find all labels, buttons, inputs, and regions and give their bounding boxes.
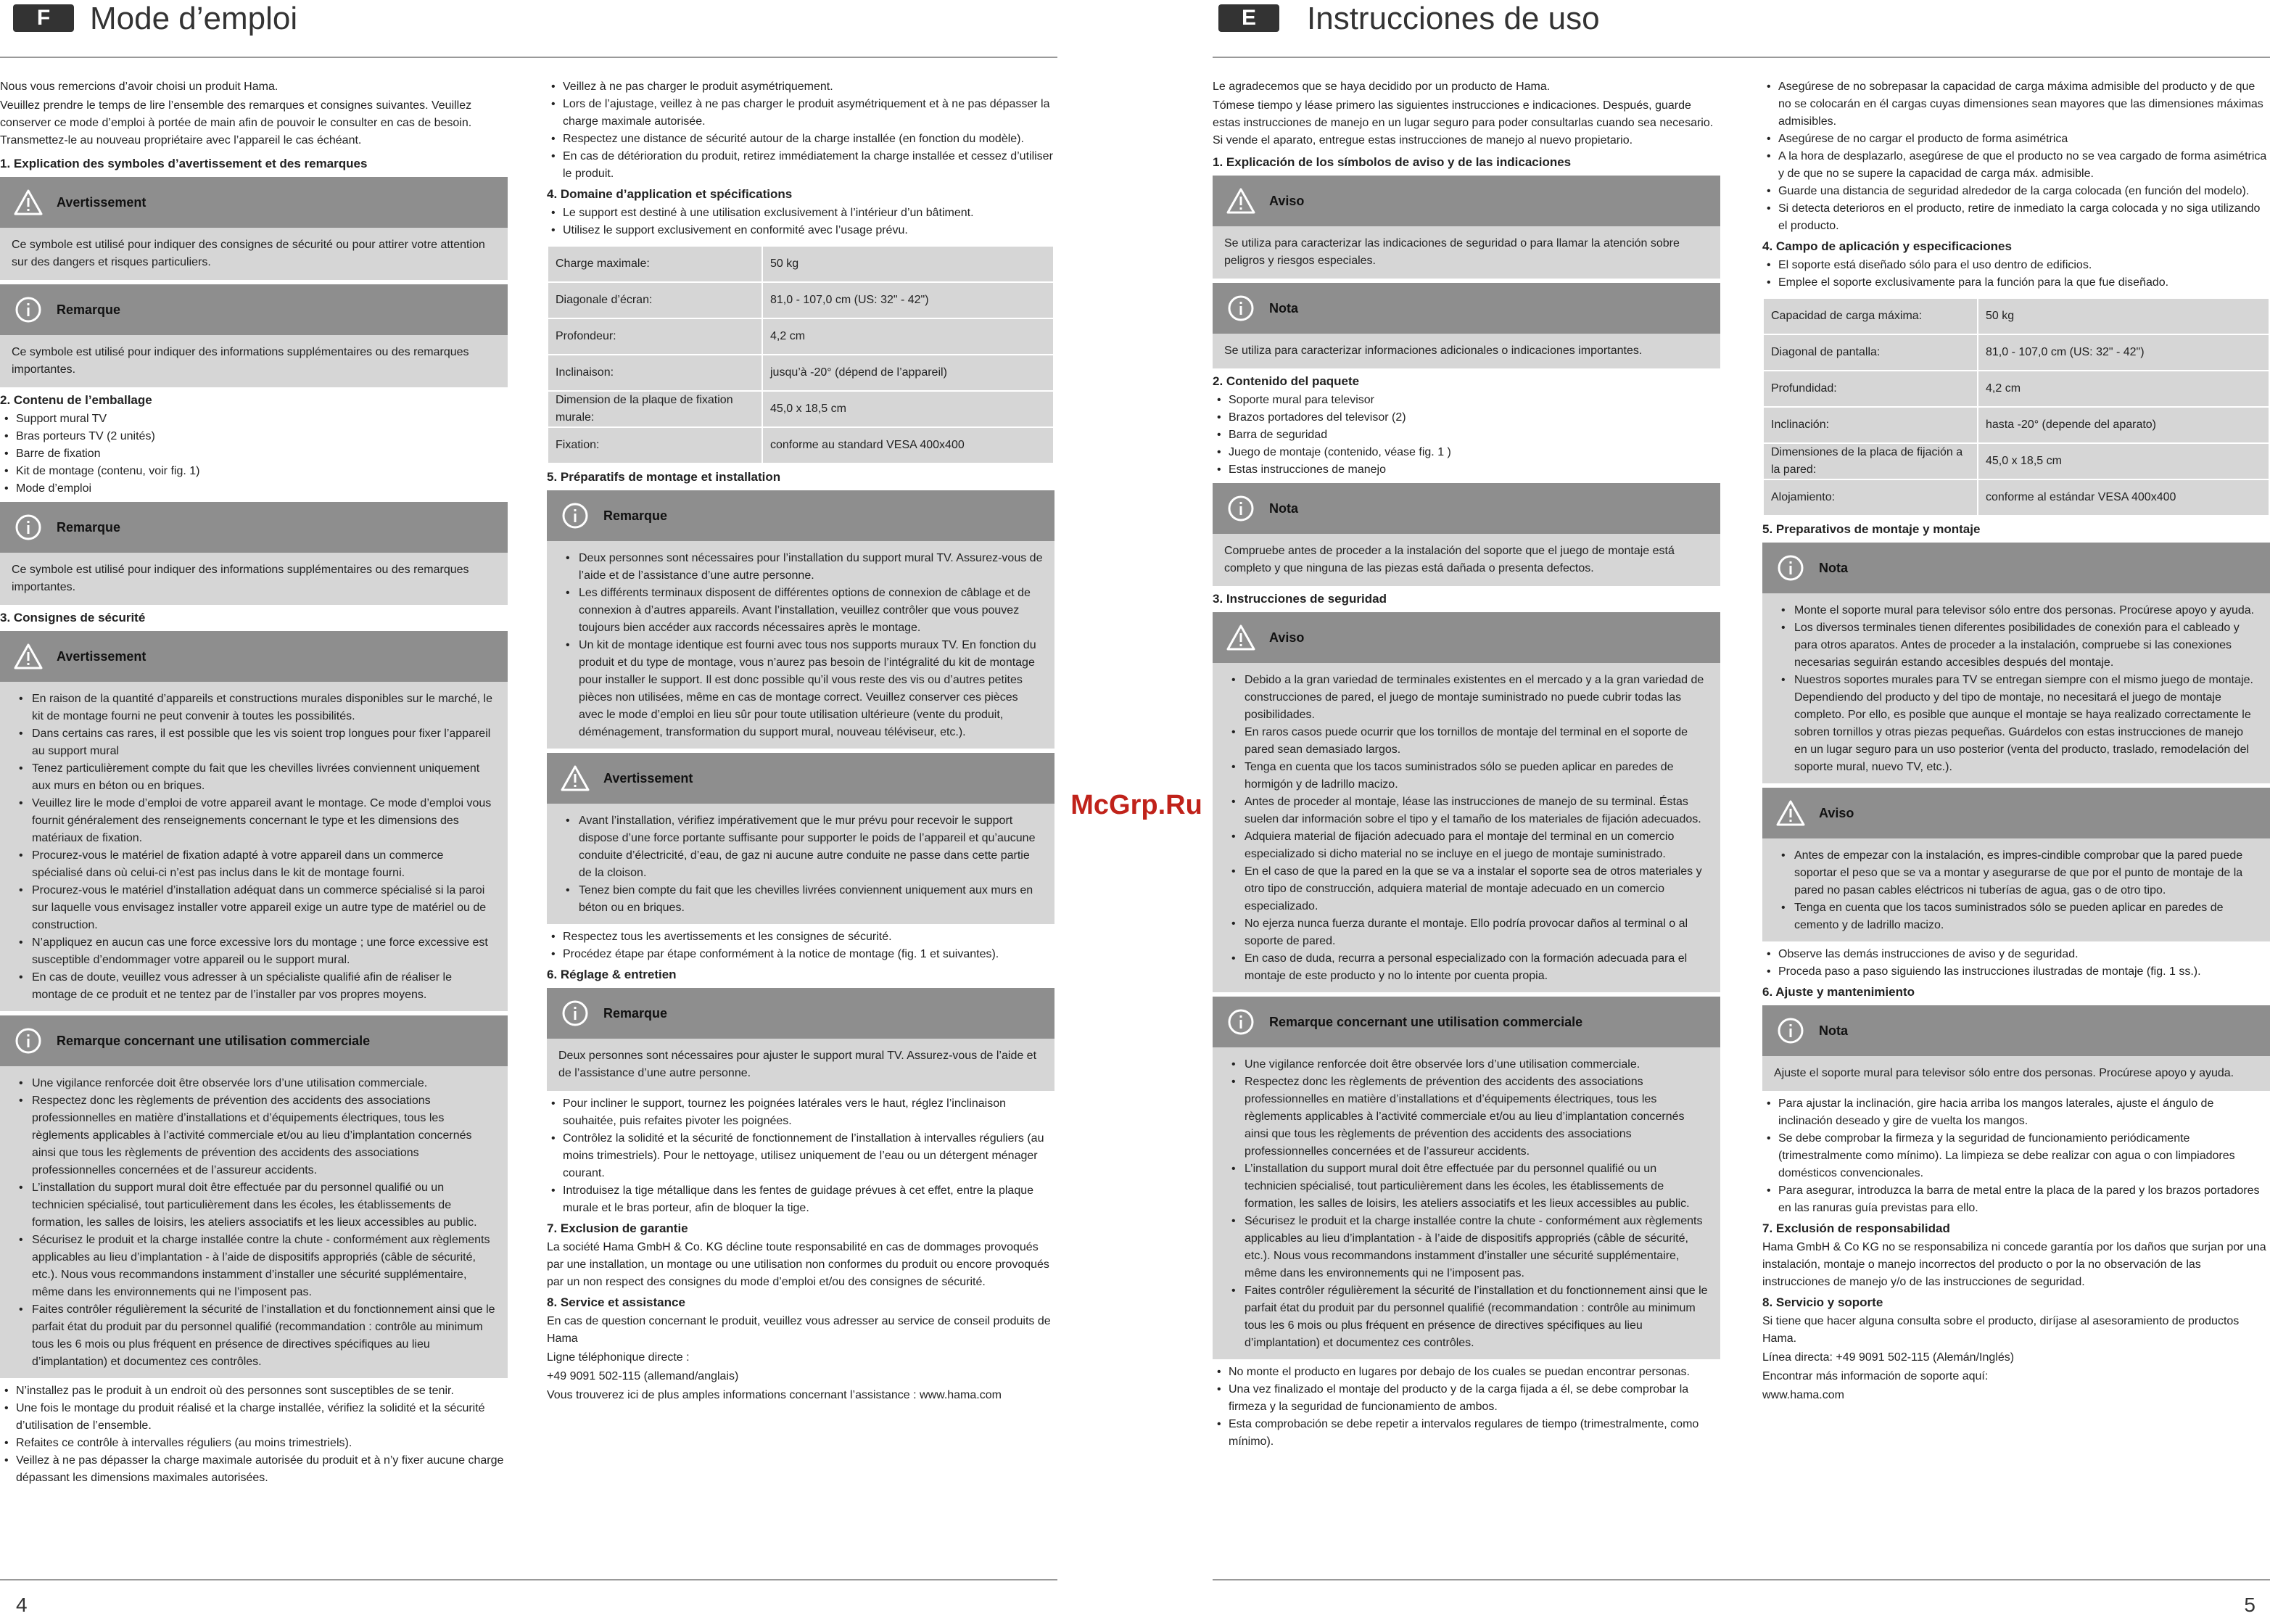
box-list bbox=[1774, 847, 2258, 934]
list-item: • Un kit de montage identique est fourni avec tous nos supports muraux TV. En fonction du produit et du type de montage, vous n’aurez pas besoin de l’intégralité du kit de montage pour installer le support. Il est donc possible qu’il vous reste des vis ou d’autres petites pièces non utilisées, même en cas de montage correct. Veuillez conserver ces pièces avec le mode d’emploi en lieu sûr pour toute utilisation ultérieure (vente du produit, déménagement, transformation du support mural, nouveau téléviseur, etc.). bbox=[558, 637, 1043, 741]
box-header bbox=[547, 753, 1054, 804]
list-item: • Tenez particulièrement compte du fait que les chevilles livrées conviennent uniquement aux murs en béton ou en briques. bbox=[12, 760, 496, 795]
service-phone: Línea directa: +49 9091 502-115 (Alemán/Inglés) bbox=[1762, 1351, 2015, 1364]
box-list bbox=[12, 691, 496, 1004]
list-item: • Antes de proceder al montaje, léase las instrucciones de manejo de su terminal. Éstas suelen dar información sobre el tipo y el tamaño de los materiales de fijación adecuados. bbox=[1224, 794, 1709, 828]
box-header bbox=[1762, 1005, 2270, 1056]
section-heading: 3. Instrucciones de seguridad bbox=[1213, 592, 1387, 606]
list-item: • En cas de détérioration du produit, retirez immédiatement la charge installée et cessez d’utiliser le produit. bbox=[547, 148, 1054, 183]
list-item: • Barre de fixation bbox=[0, 445, 508, 463]
list-item: • Avant l’installation, vérifiez impérativement que le mur prévu pour recevoir le support dispose d’une force portante suffisante pour supporter le poids de l’appareil et qu’aucune conduite d’électricité, d’eau, de gaz ni aucune autre conduite ne passe dans cette partie de la cloison. bbox=[558, 812, 1043, 882]
maintenance-list bbox=[1762, 1095, 2270, 1217]
section-heading: 6. Réglage & entretien bbox=[547, 968, 677, 981]
footer-rule bbox=[1213, 1579, 2270, 1580]
list-item: • Respectez une distance de sécurité autour de la charge installée (en fonction du modèle). bbox=[547, 131, 1054, 148]
column-right bbox=[1762, 78, 2270, 1406]
box-list bbox=[12, 1075, 496, 1371]
list-item: • Sécurisez le produit et la charge installée contre la chute - conformément aux règlements applicables au lieu d’implantation - à l’aide de dispositifs appropriés (câble de sécurité, etc.). Nous vous recommandons instamment d’installer une sécurité supplémentaire, même dans les environnements qui ne l’imposent pas. bbox=[1224, 1213, 1709, 1282]
list-item: • Une fois le montage du produit réalisé et la charge installée, vérifiez la solidité et la sécurité d’utilisation de l’ensemble. bbox=[0, 1400, 508, 1435]
box-title: Avertissement bbox=[57, 195, 146, 210]
box-header bbox=[547, 988, 1054, 1039]
box-text: Se utiliza para caracterizar informaciones adicionales o indicaciones importantes. bbox=[1224, 345, 1643, 357]
list-item: • Antes de empezar con la instalación, es impres-cindible comprobar que la pared puede soportar el peso que se va a montar y asegurarse de que por el punto de montaje de la pared no pasan cables eléctricos ni tuberías de agua, gas o de otro tipo. bbox=[1774, 847, 2258, 899]
page-title: Mode d’emploi bbox=[90, 1, 298, 36]
box-body bbox=[547, 541, 1054, 749]
info-circle-icon bbox=[13, 1026, 44, 1056]
footer-rule bbox=[0, 1579, 1057, 1580]
list-item: • Une vigilance renforcée doit être observée lors d’une utilisation commerciale. bbox=[12, 1075, 496, 1092]
list-item: • Tenez bien compte du fait que les chevilles livrées conviennent uniquement aux murs en béton ou en briques. bbox=[558, 882, 1043, 917]
section-heading: 5. Preparativos de montaje y montaje bbox=[1762, 522, 1981, 536]
box-header bbox=[1213, 283, 1720, 334]
intro-line: Le agradecemos que se haya decidido por un producto de Hama. bbox=[1213, 81, 1551, 93]
spec-row bbox=[1763, 443, 2269, 479]
section-heading: 6. Ajuste y mantenimiento bbox=[1762, 985, 1915, 999]
list-item: • Se debe comprobar la firmeza y la seguridad de funcionamiento periódicamente (trimestralmente como mínimo). La limpieza se debe realizar con agua o con limpiadores domésticos convencionales. bbox=[1762, 1130, 2270, 1182]
list-item: • Una vez finalizado el montaje del producto y de la carga fijada a él, se debe comprobar la firmeza y la seguridad de funcionamiento de ambos. bbox=[1213, 1381, 1720, 1416]
intro-text: Tómese tiempo y léase primero las siguientes instrucciones e indicaciones. Después, guarde estas instrucciones de manejo en un lugar seguro para poder consultarlas cuando sea necesario. Si vende el aparato, entregue estas instrucciones de manejo al nuevo propietario. bbox=[1213, 99, 1714, 147]
box-header bbox=[0, 502, 508, 553]
box-body bbox=[0, 228, 508, 280]
info-circle-icon bbox=[13, 294, 44, 325]
service-text: Ligne téléphonique directe : bbox=[547, 1351, 690, 1364]
page-header bbox=[0, 0, 1057, 58]
spec-label: Profondeur: bbox=[548, 318, 762, 355]
list-item: • Introduisez la tige métallique dans les fentes de guidage prévues à cet effet, entre la plaque murale et le bras porteur, afin de bloquer la tige. bbox=[547, 1182, 1054, 1217]
box-body bbox=[1213, 334, 1720, 368]
box-title: Remarque bbox=[603, 1006, 668, 1021]
list-item: • Estas instrucciones de manejo bbox=[1213, 461, 1720, 479]
page-header bbox=[1213, 0, 2270, 58]
warranty-text: Hama GmbH & Co KG no se responsabiliza ni concede garantía por los daños que surjan por una instalación, montaje o manejo incorrectos del producto o por la no observación de las instrucciones de manejo y/o de las instrucciones de seguridad. bbox=[1762, 1241, 2266, 1288]
box-title: Aviso bbox=[1269, 630, 1305, 645]
warranty-text: La société Hama GmbH & Co. KG décline toute responsabilité en cas de dommages provoqués par une installation, un montage ou une utilisation non conformes du produit ou encore provoqués par un non respect des consignes du mode d’emploi et/ou des consignes de sécurité. bbox=[547, 1241, 1049, 1288]
spec-label: Capacidad de carga máxima: bbox=[1763, 298, 1978, 334]
spec-value: 45,0 x 18,5 cm bbox=[1978, 443, 2269, 479]
list-item: • Kit de montage (contenu, voir fig. 1) bbox=[0, 463, 508, 480]
service-web: www.hama.com bbox=[1762, 1389, 1844, 1401]
list-item: • Esta comprobación se debe repetir a intervalos regulares de tiempo (trimestralmente, como mínimo). bbox=[1213, 1416, 1720, 1451]
box-body bbox=[547, 804, 1054, 924]
list-item: • Respectez donc les règlements de prévention des accidents des associations professionnelles en matière d’installations et d’équipements électriques, tous les règlements applicables à l’activité commerciale et/ou au lieu d’implantation concernés ainsi que tous les règlements de prévention des accidents des associations professionnelles concernées et de l’assureur accidents. bbox=[12, 1092, 496, 1179]
list-item: • Support mural TV bbox=[0, 411, 508, 428]
box-body bbox=[0, 682, 508, 1011]
box-body bbox=[1213, 534, 1720, 586]
spec-row bbox=[548, 318, 1054, 355]
safety-list bbox=[547, 78, 1054, 183]
list-item: • Observe las demás instrucciones de aviso y de seguridad. bbox=[1762, 946, 2270, 963]
box-text: Compruebe antes de proceder a la instalación del soporte que el juego de montaje está completo y que ninguna de las piezas está dañada o presenta defectos. bbox=[1224, 545, 1675, 574]
spec-label: Dimension de la plaque de fixation murale: bbox=[548, 391, 762, 427]
spec-value: conforme au standard VESA 400x400 bbox=[762, 427, 1054, 463]
box-title: Nota bbox=[1819, 1023, 1848, 1038]
spec-row bbox=[548, 246, 1054, 282]
list-item: • Les différents terminaux disposent de différentes options de connexion de câblage et de connexion à d’autres appareils. Avant l’installation, veuillez contrôler que vous pouvez toujours bien accéder aux raccords nécessaires après le montage. bbox=[558, 585, 1043, 637]
service-text: En cas de question concernant le produit, veuillez vous adresser au service de conseil produits de Hama bbox=[547, 1315, 1051, 1345]
box-title: Avertissement bbox=[603, 771, 693, 786]
list-item: • Dans certains cas rares, il est possible que les vis soient trop longues pour fixer l’appareil au support mural bbox=[12, 725, 496, 760]
list-item: • El soporte está diseñado sólo para el uso dentro de edificios. bbox=[1762, 257, 2270, 274]
list-item: • Soporte mural para televisor bbox=[1213, 392, 1720, 409]
section-heading: 2. Contenu de l’emballage bbox=[0, 393, 152, 407]
box-text: Ce symbole est utilisé pour indiquer des informations supplémentaires ou des remarques importantes. bbox=[12, 346, 469, 376]
box-text: Se utiliza para caracterizar las indicaciones de seguridad o para llamar la atención sobre peligros y riesgos especiales. bbox=[1224, 237, 1680, 267]
info-circle-icon bbox=[560, 500, 590, 531]
box-body bbox=[1213, 663, 1720, 992]
box-title: Avertissement bbox=[57, 649, 146, 664]
box-body bbox=[0, 335, 508, 387]
warning-box bbox=[1762, 788, 2270, 941]
box-text: Ce symbole est utilisé pour indiquer des consignes de sécurité ou pour attirer votre attention sur des dangers et risques particuliers. bbox=[12, 239, 485, 268]
list-item: • Tenga en cuenta que los tacos suministrados sólo se pueden aplicar en paredes de hormigón y de ladrillo macizo. bbox=[1224, 759, 1709, 794]
note-box bbox=[1762, 1005, 2270, 1091]
language-badge: E bbox=[1218, 4, 1279, 32]
box-body bbox=[1762, 838, 2270, 941]
spec-row bbox=[1763, 479, 2269, 516]
list-item: • Barra de seguridad bbox=[1213, 426, 1720, 444]
list-item: • L’installation du support mural doit être effectuée par du personnel qualifié ou un technicien spécialisé, tout particulièrement dans les écoles, les établissements de formation, les salles de loisirs, les ateliers associatifs et les lieux accessibles au public. bbox=[1224, 1161, 1709, 1213]
warning-box bbox=[1213, 612, 1720, 992]
box-header bbox=[0, 177, 508, 228]
note-box bbox=[547, 490, 1054, 749]
warning-triangle-icon bbox=[1226, 622, 1256, 653]
spec-row bbox=[1763, 407, 2269, 443]
mounting-list bbox=[547, 928, 1054, 963]
spec-label: Fixation: bbox=[548, 427, 762, 463]
page-number: 4 bbox=[16, 1594, 28, 1616]
list-item: • Respectez donc les règlements de prévention des accidents des associations professionnelles en matière d’installations et d’équipements électriques, tous les règlements applicables à l’activité commerciale et/ou au lieu d’implantation concernés ainsi que tous les règlements de prévention des accidents des associations professionnelles concernées et de l’assureur accidents. bbox=[1224, 1073, 1709, 1161]
page-number: 5 bbox=[2244, 1594, 2255, 1616]
column-left bbox=[1213, 78, 1720, 1451]
page-title: Instrucciones de uso bbox=[1307, 1, 1600, 36]
list-item: • En raison de la quantité d’appareils et constructions murales disponibles sur le marché, le kit de montage fourni ne peut convenir à toutes les possibilités. bbox=[12, 691, 496, 725]
list-item: • Lors de l’ajustage, veillez à ne pas charger le produit asymétriquement et à ne pas dépasser la charge maximale autorisée. bbox=[547, 96, 1054, 131]
box-list bbox=[558, 812, 1043, 917]
info-circle-icon bbox=[1775, 553, 1806, 583]
intro-line: Nous vous remercions d’avoir choisi un produit Hama. bbox=[0, 81, 278, 93]
box-body bbox=[1213, 1047, 1720, 1359]
list-item: • Faites contrôler régulièrement la sécurité de l’installation et du fonctionnement ainsi que le parfait état du produit par du personnel qualifié (recommandation : contrôle au minimum tous les 6 mois ou plus fréquent en présence de directives spécifiques au lieu d’implantation) et documentez ces contrôles. bbox=[1224, 1282, 1709, 1352]
spec-row bbox=[548, 282, 1054, 318]
box-title: Nota bbox=[1269, 301, 1298, 316]
warning-triangle-icon bbox=[1775, 798, 1806, 828]
list-item: • Guarde una distancia de seguridad alrededor de la carga colocada (en función del modelo). bbox=[1762, 183, 2270, 200]
package-list bbox=[0, 411, 508, 498]
spec-label: Dimensiones de la placa de fijación a la pared: bbox=[1763, 443, 1978, 479]
box-body bbox=[0, 553, 508, 605]
spec-value: 4,2 cm bbox=[1978, 371, 2269, 407]
safety-list bbox=[0, 1382, 508, 1487]
list-item: • Veillez à ne pas charger le produit asymétriquement. bbox=[547, 78, 1054, 96]
note-box bbox=[0, 284, 508, 387]
section-heading: 3. Consignes de sécurité bbox=[0, 611, 146, 625]
usage-list bbox=[1762, 257, 2270, 292]
warning-triangle-icon bbox=[13, 187, 44, 218]
section-heading: 8. Servicio y soporte bbox=[1762, 1295, 1883, 1309]
spec-row bbox=[1763, 334, 2269, 371]
info-circle-icon bbox=[1226, 1007, 1256, 1037]
info-circle-icon bbox=[1226, 493, 1256, 524]
box-header bbox=[0, 631, 508, 682]
service-phone: +49 9091 502-115 (allemand/anglais) bbox=[547, 1370, 739, 1382]
spec-row bbox=[1763, 298, 2269, 334]
list-item: • L’installation du support mural doit être effectuée par du personnel qualifié ou un technicien spécialisé, tout particulièrement dans les écoles, les établissements de formation, les salles de loisirs, les ateliers associatifs et les lieux accessibles au public. bbox=[12, 1179, 496, 1232]
spec-label: Inclinaison: bbox=[548, 355, 762, 391]
box-body bbox=[547, 1039, 1054, 1091]
note-box bbox=[1213, 483, 1720, 586]
box-title: Nota bbox=[1819, 561, 1848, 575]
intro-text: Veuillez prendre le temps de lire l’ensemble des remarques et consignes suivantes. Veuillez conserver ce mode d’emploi à portée de main afin de pouvoir le consulter en cas de besoin. Transmettez-le au nouveau propriétaire avec l’appareil le cas échéant. bbox=[0, 99, 472, 147]
spec-value: 81,0 - 107,0 cm (US: 32" - 42") bbox=[1978, 334, 2269, 371]
box-title: Remarque bbox=[57, 302, 121, 317]
service-web: Vous trouverez ici de plus amples informations concernant l’assistance : www.hama.com bbox=[547, 1389, 1002, 1401]
section-heading: 4. Campo de aplicación y especificaciones bbox=[1762, 239, 2012, 253]
list-item: • Mode d’emploi bbox=[0, 480, 508, 498]
box-header bbox=[1213, 176, 1720, 226]
box-body bbox=[1762, 593, 2270, 783]
section-heading: 2. Contenido del paquete bbox=[1213, 374, 1360, 388]
page-french bbox=[0, 0, 1057, 1624]
list-item: • En raros casos puede ocurrir que los tornillos de montaje del terminal en el soporte de pared sean demasiado largos. bbox=[1224, 724, 1709, 759]
page-spanish bbox=[1213, 0, 2270, 1624]
section-heading: 7. Exclusión de responsabilidad bbox=[1762, 1221, 1950, 1235]
spec-row bbox=[548, 355, 1054, 391]
warning-box bbox=[0, 177, 508, 280]
box-header bbox=[1213, 997, 1720, 1047]
info-circle-icon bbox=[13, 512, 44, 543]
safety-list bbox=[1762, 78, 2270, 235]
section-heading: 1. Explication des symboles d’avertissement et des remarques bbox=[0, 157, 368, 170]
package-list bbox=[1213, 392, 1720, 479]
list-item: • Une vigilance renforcée doit être observée lors d’une utilisation commerciale. bbox=[1224, 1056, 1709, 1073]
section-heading: 4. Domaine d’application et spécifications bbox=[547, 187, 793, 201]
list-item: • Juego de montaje (contenido, véase fig. 1 ) bbox=[1213, 444, 1720, 461]
box-body bbox=[1213, 226, 1720, 279]
box-title: Aviso bbox=[1269, 194, 1305, 208]
box-text: Ce symbole est utilisé pour indiquer des informations supplémentaires ou des remarques importantes. bbox=[12, 564, 469, 593]
box-title: Remarque bbox=[603, 508, 668, 523]
box-title: Remarque bbox=[57, 520, 121, 535]
note-box bbox=[547, 988, 1054, 1091]
spec-row bbox=[1763, 371, 2269, 407]
box-list bbox=[1224, 672, 1709, 985]
spec-label: Diagonal de pantalla: bbox=[1763, 334, 1978, 371]
service-text: Encontrar más información de soporte aquí: bbox=[1762, 1370, 1989, 1382]
spec-label: Diagonale d’écran: bbox=[548, 282, 762, 318]
list-item: • Brazos portadores del televisor (2) bbox=[1213, 409, 1720, 426]
list-item: • No ejerza nunca fuerza durante el montaje. Ello podría provocar daños al terminal o al soporte de pared. bbox=[1224, 915, 1709, 950]
list-item: • Faites contrôler régulièrement la sécurité de l’installation et du fonctionnement ainsi que le parfait état du produit par du personnel qualifié (recommandation : contrôle au minimum tous les 6 mois ou plus fréquent en présence de directives spécifiques au lieu d’implantation) et documentez ces contrôles. bbox=[12, 1301, 496, 1371]
list-item: • Veillez à ne pas dépasser la charge maximale autorisée du produit et à n’y fixer aucune charge dépassant les dimensions maximales autorisées. bbox=[0, 1452, 508, 1487]
spec-label: Profundidad: bbox=[1763, 371, 1978, 407]
list-item: • En caso de duda, recurra a personal especializado con la formación adecuada para el montaje de este producto y no lo intente por cuenta propia. bbox=[1224, 950, 1709, 985]
spec-value: 81,0 - 107,0 cm (US: 32" - 42") bbox=[762, 282, 1054, 318]
list-item: • Contrôlez la solidité et la sécurité de fonctionnement de l’installation à intervalles réguliers (au moins trimestriels). Pour le nettoyage, utilisez uniquement de l’eau ou un détergent ménager courant. bbox=[547, 1130, 1054, 1182]
list-item: • N’appliquez en aucun cas une force excessive lors du montage ; une force excessive est susceptible d’endommager votre appareil ou le support mural. bbox=[12, 934, 496, 969]
box-header bbox=[547, 490, 1054, 541]
info-circle-icon bbox=[1226, 293, 1256, 323]
box-header bbox=[0, 284, 508, 335]
section-heading: 5. Préparatifs de montage et installation bbox=[547, 470, 781, 484]
list-item: • Deux personnes sont nécessaires pour l’installation du support mural TV. Assurez-vous de l’aide et de l’assistance d’une autre personne. bbox=[558, 550, 1043, 585]
column-left bbox=[0, 78, 508, 1487]
list-item: • A la hora de desplazarlo, asegúrese de que el producto no se vea cargado de forma asimétrica y de que no se supere la capacidad de carga máx. admisible. bbox=[1762, 148, 2270, 183]
spec-row bbox=[548, 391, 1054, 427]
box-title: Nota bbox=[1269, 501, 1298, 516]
spec-value: jusqu’à -20° (dépend de l’appareil) bbox=[762, 355, 1054, 391]
spec-row bbox=[548, 427, 1054, 463]
spec-label: Inclinación: bbox=[1763, 407, 1978, 443]
list-item: • Procédez étape par étape conformément à la notice de montage (fig. 1 et suivantes). bbox=[547, 946, 1054, 963]
service-text: Si tiene que hacer alguna consulta sobre el producto, diríjase al asesoramiento de productos Hama. bbox=[1762, 1315, 2240, 1345]
spec-value: conforme al estándar VESA 400x400 bbox=[1978, 479, 2269, 516]
list-item: • Para ajustar la inclinación, gire hacia arriba los mangos laterales, ajuste el ángulo de inclinación deseado y gire de vuelta los mangos. bbox=[1762, 1095, 2270, 1130]
list-item: • N’installez pas le produit à un endroit où des personnes sont susceptibles de se tenir. bbox=[0, 1382, 508, 1400]
warning-box bbox=[1213, 176, 1720, 279]
list-item: • No monte el producto en lugares por debajo de los cuales se puedan encontrar personas. bbox=[1213, 1364, 1720, 1381]
warning-triangle-icon bbox=[1226, 186, 1256, 216]
list-item: • Emplee el soporte exclusivamente para la función para la que fue diseñado. bbox=[1762, 274, 2270, 292]
box-list bbox=[1224, 1056, 1709, 1352]
warning-triangle-icon bbox=[560, 763, 590, 794]
box-title: Aviso bbox=[1819, 806, 1854, 820]
spec-table bbox=[547, 245, 1054, 464]
info-circle-icon bbox=[560, 998, 590, 1029]
mounting-list bbox=[1762, 946, 2270, 981]
box-header bbox=[1762, 543, 2270, 593]
column-right bbox=[547, 78, 1054, 1406]
box-text: Ajuste el soporte mural para televisor sólo entre dos personas. Procúrese apoyo y ayuda. bbox=[1774, 1067, 2234, 1079]
list-item: • Refaites ce contrôle à intervalles réguliers (au moins trimestriels). bbox=[0, 1435, 508, 1452]
note-box bbox=[0, 502, 508, 605]
list-item: • Asegúrese de no sobrepasar la capacidad de carga máxima admisible del producto y de que no se colocarán en él cargas cuyas dimensiones sean mayores que las dimensiones máximas admisibles. bbox=[1762, 78, 2270, 131]
spec-value: hasta -20° (depende del aparato) bbox=[1978, 407, 2269, 443]
box-header bbox=[1213, 612, 1720, 663]
list-item: • Tenga en cuenta que los tacos suministrados sólo se pueden aplicar en paredes de cemento y de ladrillo macizo. bbox=[1774, 899, 2258, 934]
spec-table bbox=[1762, 297, 2270, 516]
list-item: • Pour incliner le support, tournez les poignées latérales vers le haut, réglez l’inclinaison souhaitée, puis refaites pivoter les poignées. bbox=[547, 1095, 1054, 1130]
box-body bbox=[0, 1066, 508, 1378]
list-item: • Asegúrese de no cargar el producto de forma asimétrica bbox=[1762, 131, 2270, 148]
watermark: McGrp.Ru bbox=[1070, 790, 1202, 820]
list-item: • Procurez-vous le matériel de fixation adapté à votre appareil dans un commerce spécialisé dans où celui-ci n’est pas inclus dans le kit de montage fourni. bbox=[12, 847, 496, 882]
section-heading: 1. Explicación de los símbolos de aviso y de las indicaciones bbox=[1213, 155, 1572, 169]
note-box bbox=[1762, 543, 2270, 783]
box-list bbox=[558, 550, 1043, 741]
warning-box bbox=[547, 753, 1054, 924]
list-item: • Utilisez le support exclusivement en conformité avec l’usage prévu. bbox=[547, 222, 1054, 239]
list-item: • Veuillez lire le mode d’emploi de votre appareil avant le montage. Ce mode d’emploi vous fournit généralement des renseignements concernant le type et les dimensions des matériaux de fixation. bbox=[12, 795, 496, 847]
box-header bbox=[1213, 483, 1720, 534]
box-text: Deux personnes sont nécessaires pour ajuster le support mural TV. Assurez-vous de l’aide et de l’assistance d’une autre personne. bbox=[558, 1050, 1037, 1079]
spec-value: 50 kg bbox=[762, 246, 1054, 282]
commercial-note-box bbox=[0, 1015, 508, 1378]
list-item: • En cas de doute, veuillez vous adresser à un spécialiste qualifié afin de réaliser le montage de ce produit et ne tentez par de l’installer par vos propres moyens. bbox=[12, 969, 496, 1004]
list-item: • Bras porteurs TV (2 unités) bbox=[0, 428, 508, 445]
list-item: • Procurez-vous le matériel d’installation adéquat dans un commerce spécialisé si la paroi sur laquelle vous envisagez installer votre appareil exige un autre type de matériel ou de construction. bbox=[12, 882, 496, 934]
section-heading: 8. Service et assistance bbox=[547, 1295, 685, 1309]
spec-label: Alojamiento: bbox=[1763, 479, 1978, 516]
info-circle-icon bbox=[1775, 1015, 1806, 1046]
language-badge: F bbox=[13, 4, 74, 32]
list-item: • Sécurisez le produit et la charge installée contre la chute - conformément aux règlements applicables au lieu d’implantation - à l’aide de dispositifs appropriés (câble de sécurité, etc.). Nous vous recommandons instamment d’installer une sécurité supplémentaire, même dans les environnements qui ne l’imposent pas. bbox=[12, 1232, 496, 1301]
commercial-note-box bbox=[1213, 997, 1720, 1359]
box-header bbox=[0, 1015, 508, 1066]
note-box bbox=[1213, 283, 1720, 368]
usage-list bbox=[547, 205, 1054, 239]
list-item: • Monte el soporte mural para televisor sólo entre dos personas. Procúrese apoyo y ayuda. bbox=[1774, 602, 2258, 619]
box-body bbox=[1762, 1056, 2270, 1091]
spec-value: 45,0 x 18,5 cm bbox=[762, 391, 1054, 427]
list-item: • Le support est destiné à une utilisation exclusivement à l’intérieur d’un bâtiment. bbox=[547, 205, 1054, 222]
list-item: • Los diversos terminales tienen diferentes posibilidades de conexión para el cableado y para otros aparatos. Antes de proceder a la instalación, compruebe si las conexiones necesarias seguirán estando accesibles después del montaje. bbox=[1774, 619, 2258, 672]
list-item: • Nuestros soportes murales para TV se entregan siempre con el mismo juego de montaje. Dependiendo del producto y del tipo de montaje, no necesitará el juego de montaje completo. Por ello, es posible que aunque el montaje se haya realizado correctamente le sobren tornillos y otras piezas pequeñas. Guárdelos con estas instrucciones de manejo en un lugar seguro para un uso posterior (venta del producto, traslado, remodelación del soporte mural, nuevo TV, etc.). bbox=[1774, 672, 2258, 776]
list-item: • Proceda paso a paso siguiendo las instrucciones ilustradas de montaje (fig. 1 ss.). bbox=[1762, 963, 2270, 981]
maintenance-list bbox=[547, 1095, 1054, 1217]
list-item: • En el caso de que la pared en la que se va a instalar el soporte sea de otros materiales y otro tipo de construcción, adquiera material de montaje adecuado en un comercio especializado. bbox=[1224, 863, 1709, 915]
spec-label: Charge maximale: bbox=[548, 246, 762, 282]
box-list bbox=[1774, 602, 2258, 776]
list-item: • Si detecta deterioros en el producto, retire de inmediato la carga colocada y no siga utilizando el producto. bbox=[1762, 200, 2270, 235]
warning-triangle-icon bbox=[13, 641, 44, 672]
safety-list bbox=[1213, 1364, 1720, 1451]
box-header bbox=[1762, 788, 2270, 838]
list-item: • Para asegurar, introduzca la barra de metal entre la placa de la pared y los brazos portadores en las ranuras guía previstas para ello. bbox=[1762, 1182, 2270, 1217]
box-title: Remarque concernant une utilisation commerciale bbox=[1269, 1015, 1583, 1029]
box-title: Remarque concernant une utilisation commerciale bbox=[57, 1034, 371, 1048]
spec-value: 4,2 cm bbox=[762, 318, 1054, 355]
list-item: • Respectez tous les avertissements et les consignes de sécurité. bbox=[547, 928, 1054, 946]
spec-value: 50 kg bbox=[1978, 298, 2269, 334]
list-item: • Adquiera material de fijación adecuado para el montaje del terminal en un comercio especializado si dicho material no se incluye en el juego de montaje suministrado. bbox=[1224, 828, 1709, 863]
warning-box bbox=[0, 631, 508, 1011]
section-heading: 7. Exclusion de garantie bbox=[547, 1221, 688, 1235]
list-item: • Debido a la gran variedad de terminales existentes en el mercado y a la gran variedad de construcciones de pared, el juego de montaje suministrado no puede cubrir todas las posibilidades. bbox=[1224, 672, 1709, 724]
